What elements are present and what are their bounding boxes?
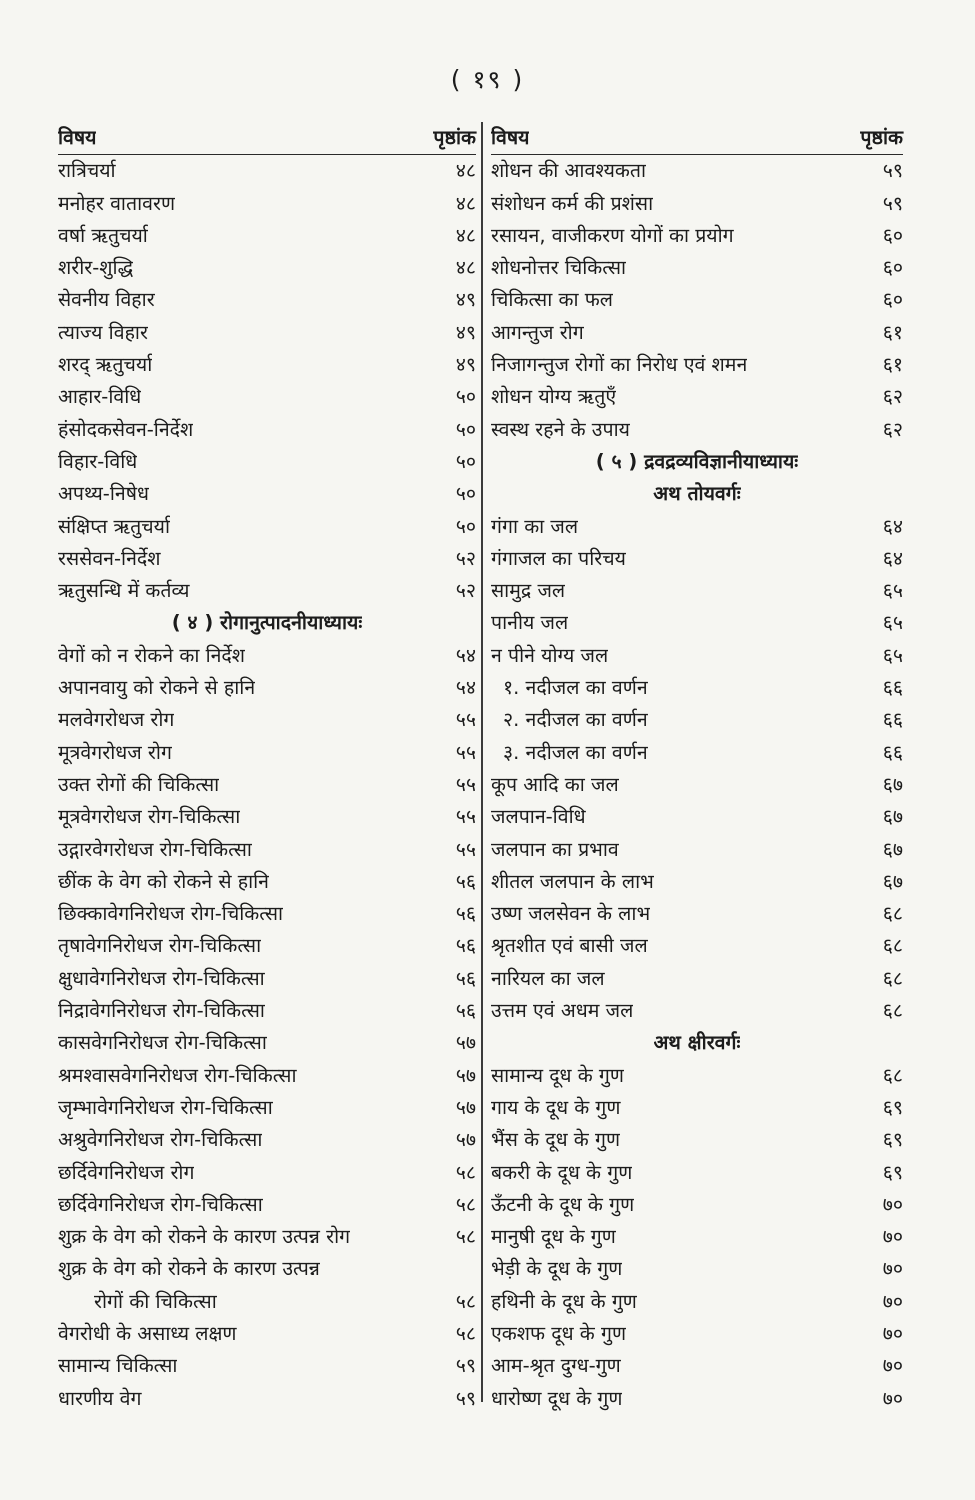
entry-title: शीतल जलपान के लाभ xyxy=(491,869,654,893)
toc-entry xyxy=(491,575,903,607)
entry-page-number: ६७ xyxy=(882,772,903,796)
entry-page-number: ६० xyxy=(882,223,903,247)
entry-title: रसायन, वाजीकरण योगों का प्रयोग xyxy=(491,223,734,247)
entry-title: हथिनी के दूध के गुण xyxy=(491,1289,637,1313)
section-heading xyxy=(491,478,903,510)
toc-entry xyxy=(58,1350,476,1382)
toc-entry xyxy=(491,640,903,672)
toc-entry xyxy=(491,834,903,866)
entry-title: शरद् ऋतुचर्या xyxy=(58,353,153,377)
entry-title: वेगरोधी के असाध्य लक्षण xyxy=(58,1321,237,1345)
entry-title: वर्षा ऋतुचर्या xyxy=(58,223,148,247)
entry-title: शुक्र के वेग को रोकने के कारण उत्पन्न रोग xyxy=(58,1225,351,1249)
entry-page-number: ६० xyxy=(882,256,903,280)
entry-title: गंगाजल का परिचय xyxy=(491,546,626,570)
entry-page-number: ५६ xyxy=(455,869,476,893)
entry-page-number: ७० xyxy=(882,1386,903,1410)
toc-entry xyxy=(58,866,476,898)
toc-entry xyxy=(58,1383,476,1415)
entry-page-number: ६८ xyxy=(882,966,903,990)
entry-page-number: ४८ xyxy=(455,191,476,215)
section-title: ( ५ ) द्रवद्रव्यविज्ञानीयाध्यायः xyxy=(595,449,799,473)
entry-page-number: ५८ xyxy=(455,1321,476,1345)
toc-entry xyxy=(58,1060,476,1092)
entry-title: न पीने योग्य जल xyxy=(491,643,609,667)
toc-entry xyxy=(58,188,476,220)
entry-page-number: ७० xyxy=(882,1257,903,1281)
entry-page-number: ५७ xyxy=(455,1128,476,1152)
toc-entry xyxy=(58,284,476,316)
entry-page-number: ६६ xyxy=(882,708,903,732)
toc-entry xyxy=(491,1157,903,1189)
entry-page-number: ४९ xyxy=(455,353,476,377)
entry-title: वेगों को न रोकने का निर्देश xyxy=(58,643,246,667)
toc-entry xyxy=(491,1318,903,1350)
entry-title: रोगों की चिकित्सा xyxy=(94,1289,217,1313)
entry-page-number: ५५ xyxy=(455,772,476,796)
entry-page-number: ६५ xyxy=(882,643,903,667)
toc-entry xyxy=(58,252,476,284)
entry-page-number: ५४ xyxy=(455,643,476,667)
page-number: ( १९ ) xyxy=(450,65,525,94)
entry-page-number: ५० xyxy=(455,482,476,506)
toc-entry xyxy=(491,381,903,413)
entry-page-number: ६९ xyxy=(882,1095,903,1119)
toc-entry xyxy=(58,930,476,962)
entry-page-number: ५० xyxy=(455,514,476,538)
toc-entry xyxy=(58,478,476,510)
toc-entry xyxy=(58,1253,476,1285)
section-heading xyxy=(491,446,903,478)
entry-title: मलवेगरोधज रोग xyxy=(58,708,175,732)
toc-entry xyxy=(58,575,476,607)
entry-page-number: ६९ xyxy=(882,1128,903,1152)
entry-title: छिक्कावेगनिरोधज रोग-चिकित्सा xyxy=(58,902,284,926)
entry-page-number: ५० xyxy=(455,417,476,441)
entry-page-number: ४८ xyxy=(455,159,476,183)
toc-entry xyxy=(58,1318,476,1350)
column-header xyxy=(491,122,903,155)
entry-title: शुक्र के वेग को रोकने के कारण उत्पन्न xyxy=(58,1257,320,1281)
entry-page-number: ६४ xyxy=(882,546,903,570)
entry-title: भेड़ी के दूध के गुण xyxy=(491,1257,623,1281)
toc-entry xyxy=(58,672,476,704)
entry-title: ३. नदीजल का वर्णन xyxy=(503,740,648,764)
toc-entry xyxy=(58,1286,476,1318)
entry-page-number: ४९ xyxy=(455,320,476,344)
entry-page-number: ४९ xyxy=(455,288,476,312)
entry-page-number: ६८ xyxy=(882,902,903,926)
toc-entry xyxy=(58,543,476,575)
entry-title: उद्गारवेगरोधज रोग-चिकित्सा xyxy=(58,837,252,861)
toc-entry xyxy=(491,672,903,704)
entry-title: सामान्य दूध के गुण xyxy=(491,1063,625,1087)
entry-title: मानुषी दूध के गुण xyxy=(491,1225,616,1249)
entry-page-number: ६४ xyxy=(882,514,903,538)
entry-page-number: ५७ xyxy=(455,1031,476,1055)
entry-title: मूत्रवेगरोधज रोग-चिकित्सा xyxy=(58,805,241,829)
entry-page-number: ५७ xyxy=(455,1063,476,1087)
entry-title: बकरी के दूध के गुण xyxy=(491,1160,633,1184)
toc-entry xyxy=(491,704,903,736)
entry-title: अश्रुवेगनिरोधज रोग-चिकित्सा xyxy=(58,1128,263,1152)
entry-page-number: ५९ xyxy=(455,1354,476,1378)
toc-entry xyxy=(491,414,903,446)
toc-entry xyxy=(491,1286,903,1318)
toc-entry xyxy=(491,737,903,769)
entry-page-number: ७० xyxy=(882,1321,903,1345)
entry-title: सेवनीय विहार xyxy=(58,288,155,312)
entry-page-number: ५८ xyxy=(455,1225,476,1249)
section-title: ( ४ ) रोगानुत्पादनीयाध्यायः xyxy=(171,611,363,635)
entry-page-number: ५५ xyxy=(455,805,476,829)
entry-title: ऋतुसन्धि में कर्तव्य xyxy=(58,579,190,603)
column-header xyxy=(58,122,476,155)
toc-entry xyxy=(491,220,903,252)
entry-title: ऊँटनी के दूध के गुण xyxy=(491,1192,635,1216)
entry-title: शरीर-शुद्धि xyxy=(58,256,134,280)
entry-title: शोधनोत्तर चिकित्सा xyxy=(491,256,627,280)
toc-entry xyxy=(491,1092,903,1124)
toc-entry xyxy=(491,801,903,833)
entry-page-number: ४८ xyxy=(455,256,476,280)
header-page: पृष्ठांक xyxy=(433,126,476,149)
toc-entry xyxy=(491,1221,903,1253)
toc-entry xyxy=(58,898,476,930)
entry-page-number: ६८ xyxy=(882,1063,903,1087)
toc-entry xyxy=(491,866,903,898)
toc-entry xyxy=(491,995,903,1027)
toc-entry xyxy=(491,1350,903,1382)
toc-entry xyxy=(58,640,476,672)
entry-page-number: ६१ xyxy=(882,353,903,377)
toc-entry xyxy=(58,1092,476,1124)
toc-entry xyxy=(58,1027,476,1059)
toc-entry xyxy=(58,155,476,187)
entry-page-number: ५६ xyxy=(455,934,476,958)
section-heading xyxy=(491,1027,903,1059)
entry-title: उत्तम एवं अधम जल xyxy=(491,999,634,1023)
entry-title: उष्ण जलसेवन के लाभ xyxy=(491,902,651,926)
entry-page-number: ५५ xyxy=(455,708,476,732)
entry-title: २. नदीजल का वर्णन xyxy=(503,708,648,732)
toc-entry xyxy=(58,381,476,413)
entry-title: स्वस्थ रहने के उपाय xyxy=(491,417,630,441)
entry-page-number: ५६ xyxy=(455,902,476,926)
toc-entry xyxy=(491,898,903,930)
entry-title: चिकित्सा का फल xyxy=(491,288,613,312)
toc-entry xyxy=(58,1189,476,1221)
entry-page-number: ५४ xyxy=(455,676,476,700)
entry-title: श्रमश्वासवेगनिरोधज रोग-चिकित्सा xyxy=(58,1063,297,1087)
toc-entry xyxy=(58,704,476,736)
entry-page-number: ६८ xyxy=(882,934,903,958)
entry-title: कासवेगनिरोधज रोग-चिकित्सा xyxy=(58,1031,267,1055)
toc-entry xyxy=(491,511,903,543)
entry-page-number: ५८ xyxy=(455,1192,476,1216)
entry-page-number: ६८ xyxy=(882,999,903,1023)
entry-title: छर्दिवेगनिरोधज रोग xyxy=(58,1160,195,1184)
toc-entry xyxy=(491,1124,903,1156)
entry-title: जलपान-विधि xyxy=(491,805,586,829)
entry-title: आम-श्रृत दुग्ध-गुण xyxy=(491,1354,621,1378)
entry-title: गाय के दूध के गुण xyxy=(491,1095,621,1119)
entry-title: निजागन्तुज रोगों का निरोध एवं शमन xyxy=(491,353,748,377)
entry-page-number: ५६ xyxy=(455,966,476,990)
entry-page-number: ६६ xyxy=(882,740,903,764)
entry-page-number: ७० xyxy=(882,1192,903,1216)
entry-page-number: ५५ xyxy=(455,837,476,861)
entry-title: शोधन की आवश्यकता xyxy=(491,159,647,183)
toc-entry xyxy=(58,1221,476,1253)
section-heading xyxy=(58,607,476,639)
entry-page-number: ५२ xyxy=(455,546,476,570)
entry-title: धारोष्ण दूध के गुण xyxy=(491,1386,623,1410)
toc-entry xyxy=(58,220,476,252)
entry-page-number: ६६ xyxy=(882,676,903,700)
toc-entry xyxy=(58,1124,476,1156)
toc-entry xyxy=(58,414,476,446)
entry-page-number: ५५ xyxy=(455,740,476,764)
entry-page-number: ५८ xyxy=(455,1160,476,1184)
entry-title: मूत्रवेगरोधज रोग xyxy=(58,740,172,764)
entry-title: अपानवायु को रोकने से हानि xyxy=(58,676,256,700)
entry-title: गंगा का जल xyxy=(491,514,579,538)
entry-title: १. नदीजल का वर्णन xyxy=(503,676,648,700)
entry-page-number: ६९ xyxy=(882,1160,903,1184)
entry-title: रात्रिचर्या xyxy=(58,159,116,183)
toc-entry xyxy=(491,252,903,284)
entry-page-number: ६२ xyxy=(882,385,903,409)
entry-title: कूप आदि का जल xyxy=(491,772,619,796)
entry-page-number: ७० xyxy=(882,1354,903,1378)
toc-entry xyxy=(58,834,476,866)
entry-page-number: ६१ xyxy=(882,320,903,344)
entry-title: धारणीय वेग xyxy=(58,1386,142,1410)
entry-title: जलपान का प्रभाव xyxy=(491,837,619,861)
toc-entry xyxy=(491,284,903,316)
toc-entry xyxy=(58,349,476,381)
entry-title: निद्रावेगनिरोधज रोग-चिकित्सा xyxy=(58,999,265,1023)
entry-page-number: ५७ xyxy=(455,1095,476,1119)
toc-entry xyxy=(491,1383,903,1415)
toc-entry xyxy=(491,188,903,220)
entry-page-number: ७० xyxy=(882,1225,903,1249)
entry-title: एकशफ दूध के गुण xyxy=(491,1321,627,1345)
entry-page-number: ५६ xyxy=(455,999,476,1023)
entry-page-number: ६५ xyxy=(882,579,903,603)
entry-title: शोधन योग्य ऋतुएँ xyxy=(491,385,617,409)
entry-title: संक्षिप्त ऋतुचर्या xyxy=(58,514,171,538)
toc-entry xyxy=(491,543,903,575)
entry-page-number: ६० xyxy=(882,288,903,312)
entry-page-number: ५२ xyxy=(455,579,476,603)
section-title: अथ क्षीरवर्गः xyxy=(653,1031,741,1055)
entry-page-number: ५९ xyxy=(455,1386,476,1410)
toc-entry xyxy=(491,963,903,995)
toc-column-right xyxy=(491,122,903,1415)
entry-page-number: ५९ xyxy=(882,159,903,183)
entry-page-number: ७० xyxy=(882,1289,903,1313)
entry-page-number: ६७ xyxy=(882,837,903,861)
entry-page-number: ५० xyxy=(455,385,476,409)
toc-entry xyxy=(491,607,903,639)
toc-entry xyxy=(58,963,476,995)
entry-title: रससेवन-निर्देश xyxy=(58,546,161,570)
entry-page-number: ४८ xyxy=(455,223,476,247)
entry-title: हंसोदकसेवन-निर्देश xyxy=(58,417,194,441)
entry-title: नारियल का जल xyxy=(491,966,605,990)
toc-entry xyxy=(58,995,476,1027)
entry-title: छर्दिवेगनिरोधज रोग-चिकित्सा xyxy=(58,1192,263,1216)
entry-title: क्षुधावेगनिरोधज रोग-चिकित्सा xyxy=(58,966,265,990)
toc-entry xyxy=(491,1253,903,1285)
entry-title: उक्त रोगों की चिकित्सा xyxy=(58,772,220,796)
toc-entry xyxy=(58,737,476,769)
toc-entry xyxy=(58,769,476,801)
entry-title: जृम्भावेगनिरोधज रोग-चिकित्सा xyxy=(58,1095,273,1119)
entry-title: अपथ्य-निषेध xyxy=(58,482,149,506)
entry-title: विहार-विधि xyxy=(58,449,138,473)
entry-page-number: ६२ xyxy=(882,417,903,441)
toc-entry xyxy=(491,769,903,801)
entry-page-number: ६७ xyxy=(882,869,903,893)
header-subject: विषय xyxy=(491,126,530,149)
entry-title: छींक के वेग को रोकने से हानि xyxy=(58,869,269,893)
entry-title: पानीय जल xyxy=(491,611,569,635)
entry-title: तृषावेगनिरोधज रोग-चिकित्सा xyxy=(58,934,262,958)
toc-entry xyxy=(58,1157,476,1189)
toc-entry xyxy=(491,930,903,962)
toc-entry xyxy=(491,1189,903,1221)
entry-title: सामान्य चिकित्सा xyxy=(58,1354,178,1378)
section-title: अथ तोयवर्गः xyxy=(653,482,741,506)
entry-title: आगन्तुज रोग xyxy=(491,320,584,344)
entry-title: श्रृतशीत एवं बासी जल xyxy=(491,934,648,958)
entry-page-number: ५८ xyxy=(455,1289,476,1313)
toc-entry xyxy=(491,349,903,381)
header-page: पृष्ठांक xyxy=(860,126,903,149)
header-subject: विषय xyxy=(58,126,97,149)
entry-page-number: ५९ xyxy=(882,191,903,215)
entry-page-number: ६५ xyxy=(882,611,903,635)
column-divider xyxy=(481,122,483,1402)
entry-title: मनोहर वातावरण xyxy=(58,191,176,215)
toc-column-left xyxy=(58,122,476,1415)
toc-entry xyxy=(491,317,903,349)
entry-title: सामुद्र जल xyxy=(491,579,566,603)
entry-title: त्याज्य विहार xyxy=(58,320,148,344)
toc-entry xyxy=(58,446,476,478)
toc-entry xyxy=(58,801,476,833)
toc-entry xyxy=(58,317,476,349)
entry-title: भैंस के दूध के गुण xyxy=(491,1128,621,1152)
entry-title: संशोधन कर्म की प्रशंसा xyxy=(491,191,654,215)
entry-page-number: ५० xyxy=(455,449,476,473)
entry-title: आहार-विधि xyxy=(58,385,142,409)
toc-entry xyxy=(491,1060,903,1092)
toc-entry xyxy=(58,511,476,543)
entry-page-number: ६७ xyxy=(882,805,903,829)
toc-entry xyxy=(491,155,903,187)
